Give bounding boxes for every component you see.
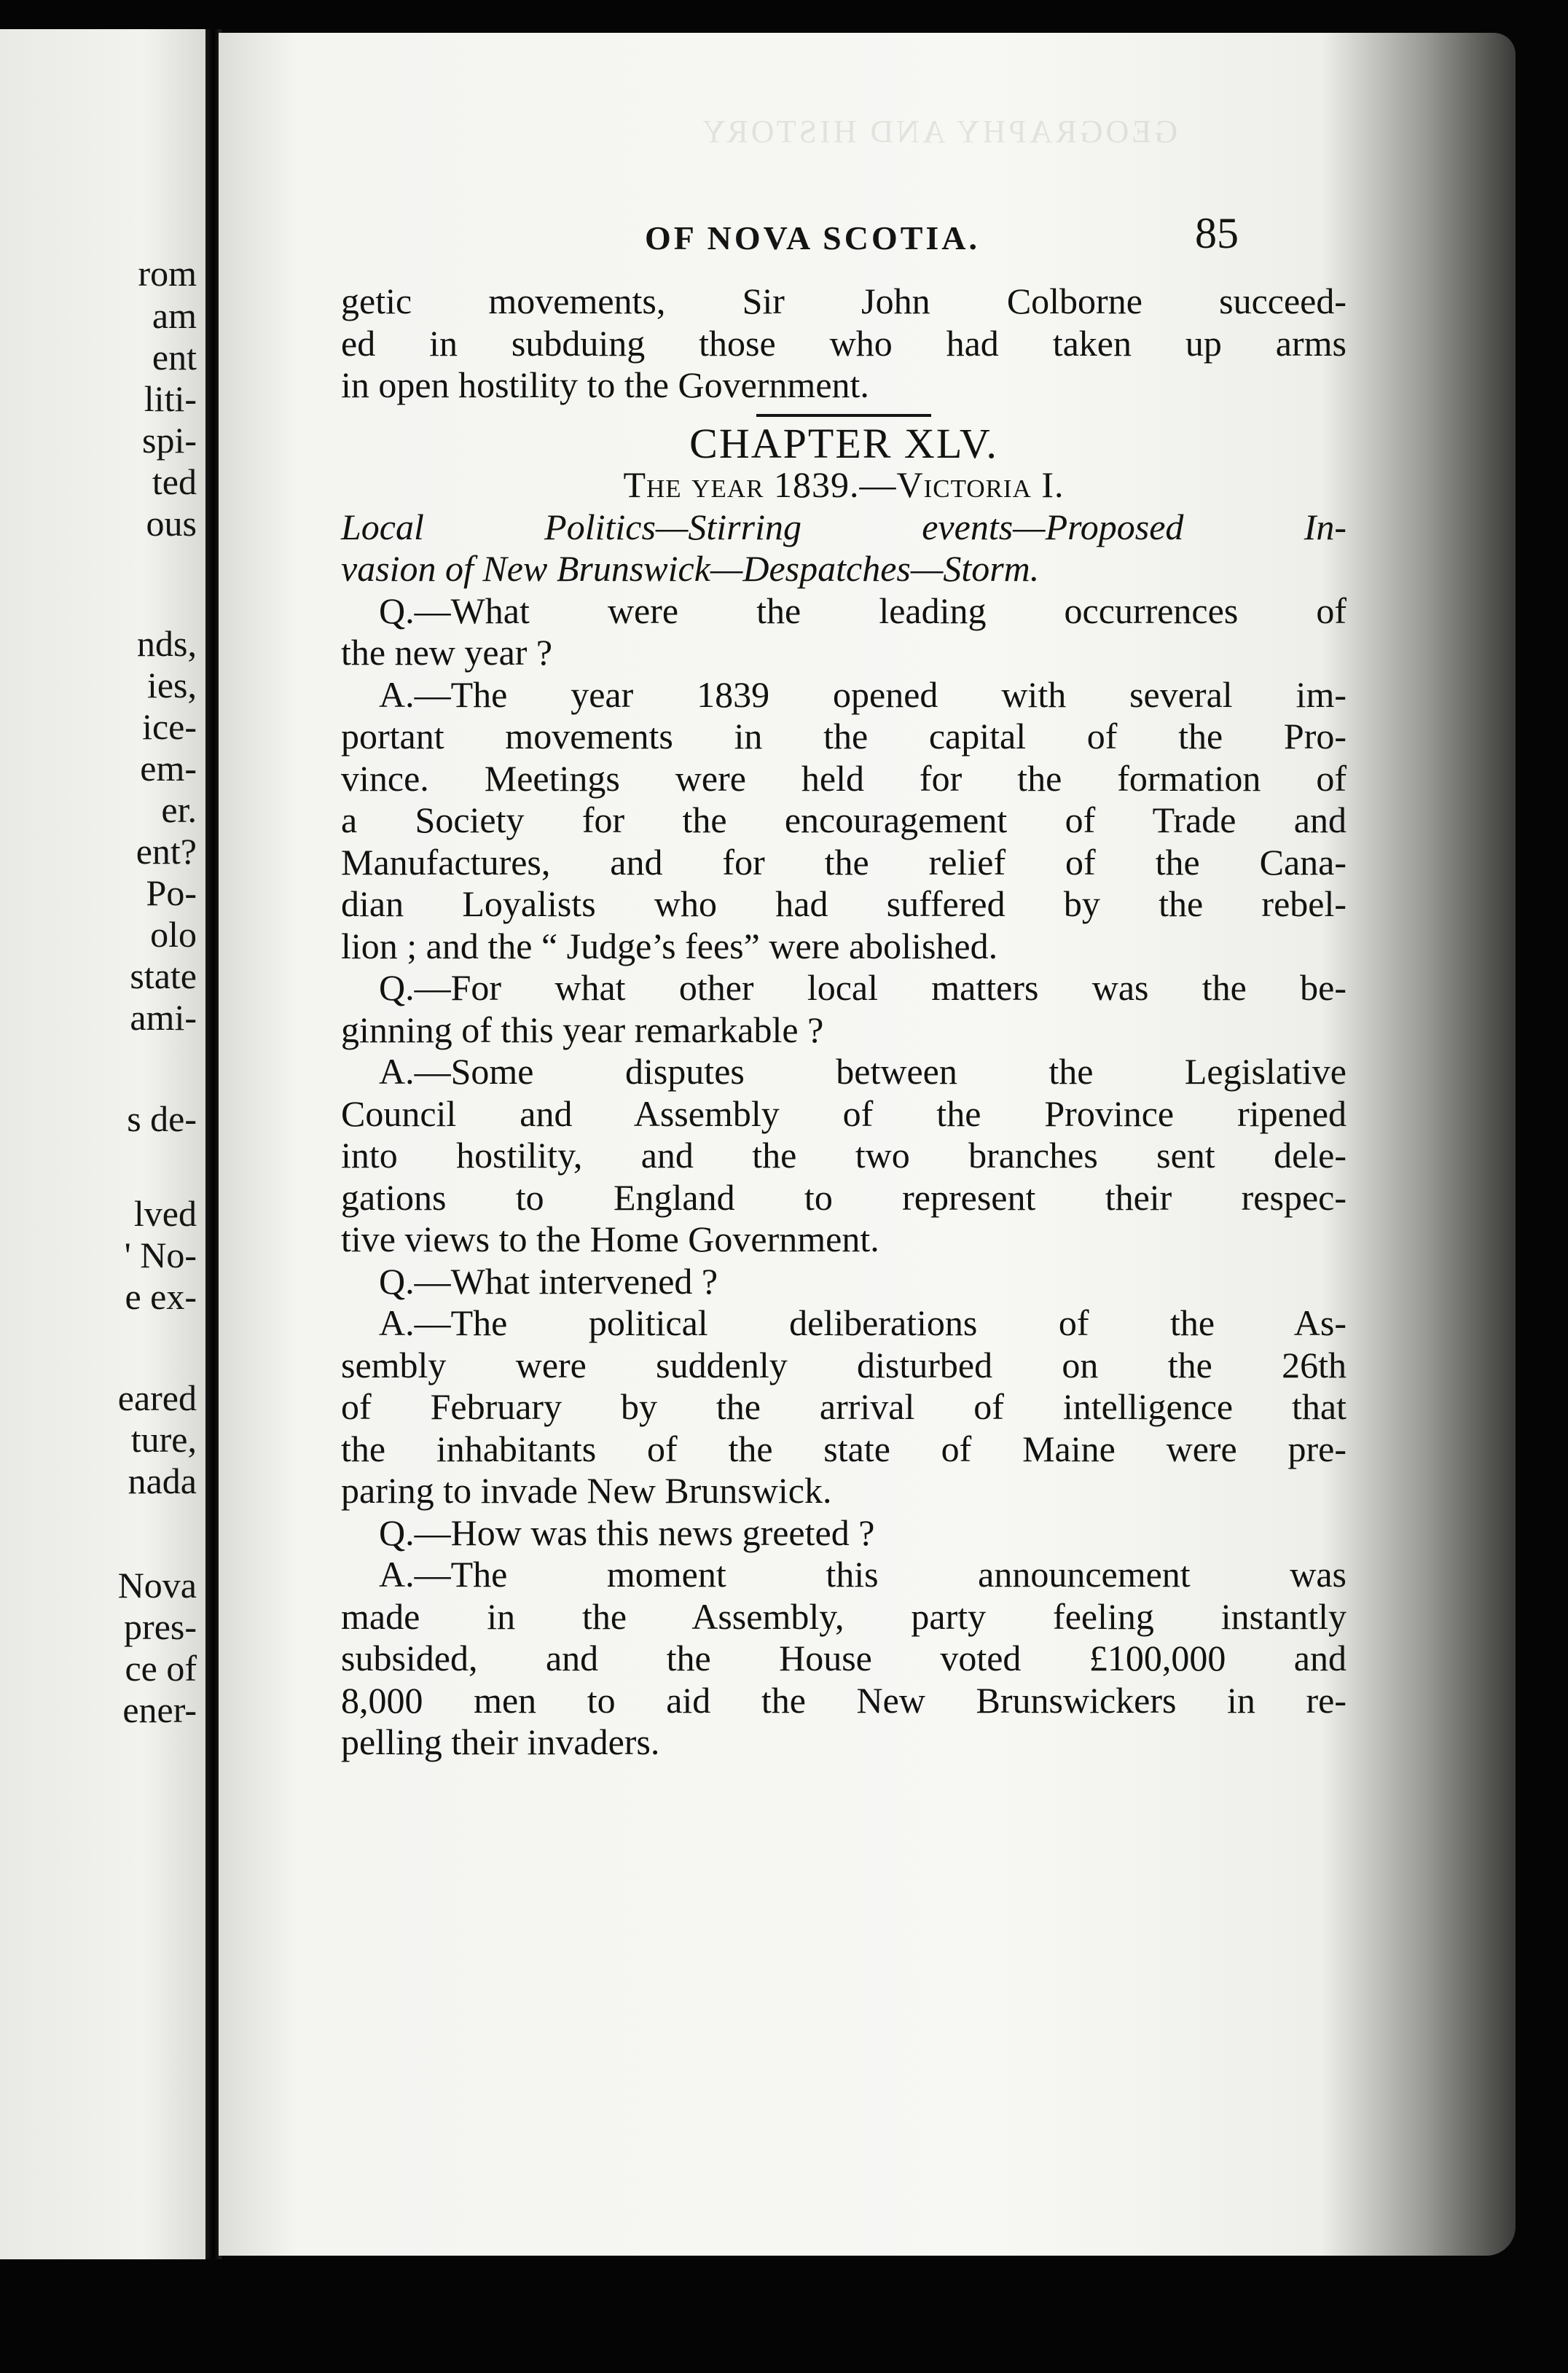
left-page-fragment: rom bbox=[138, 253, 197, 294]
answer-line: portant movements in the capital of the Pro- bbox=[341, 716, 1346, 757]
left-page-fragment: ies, bbox=[146, 665, 197, 705]
question-line: ginning of this year remarkable ? bbox=[341, 1009, 824, 1050]
chapter-subtitle bbox=[341, 507, 1346, 590]
left-page-fragment: er. bbox=[161, 789, 197, 830]
subtitle-line: vasion of New Brunswick—Despatches—Storm. bbox=[341, 548, 1040, 589]
left-page-fragment: spi- bbox=[142, 420, 197, 461]
intro-line: ed in subduing those who had taken up arms bbox=[341, 322, 1346, 364]
answer-line: of February by the arrival of intelligence that bbox=[341, 1386, 1346, 1427]
question-line: Q.—What were the leading occurrences of bbox=[379, 590, 1346, 631]
answer-line: A.—The moment this announcement was bbox=[379, 1554, 1346, 1595]
question-line: Q.—For what other local matters was the be- bbox=[379, 967, 1346, 1008]
left-page-fragment: ice- bbox=[142, 706, 197, 747]
answer-line: A.—Some disputes between the Legislative bbox=[379, 1051, 1346, 1092]
year-line: The year 1839.—Victoria I. bbox=[623, 464, 1065, 505]
chapter-title: CHAPTER XLV. bbox=[689, 419, 998, 467]
answer-line: tive views to the Home Government. bbox=[341, 1219, 879, 1259]
answer-line: made in the Assembly, party feeling instantly bbox=[341, 1595, 1346, 1637]
running-header bbox=[645, 209, 1239, 257]
answer-line: a Society for the encouragement of Trade and bbox=[341, 800, 1346, 840]
left-page-fragment: nds, bbox=[137, 623, 197, 664]
left-page-fragment: ous bbox=[146, 503, 197, 544]
left-page-fragment: e ex- bbox=[125, 1276, 197, 1317]
page-number: 85 bbox=[1195, 209, 1239, 257]
left-page-fragment: Po- bbox=[146, 872, 197, 913]
left-page-fragment: eared bbox=[117, 1377, 197, 1418]
left-page-fragment: nada bbox=[128, 1461, 197, 1501]
right-page bbox=[219, 33, 1516, 2256]
answer-line: gations to England to represent their respec- bbox=[341, 1176, 1346, 1218]
left-page-fragment: s de- bbox=[127, 1098, 197, 1139]
answer-line: the inhabitants of the state of Maine were pre- bbox=[341, 1428, 1346, 1469]
question-paragraph bbox=[341, 590, 1346, 674]
left-page-fragment: ce of bbox=[125, 1648, 197, 1689]
subtitle-line: Local Politics—Stirring events—Proposed In- bbox=[341, 506, 1346, 547]
question-line: Q.—How was this news greeted ? bbox=[379, 1512, 875, 1553]
left-page-fragment: olo bbox=[150, 914, 197, 955]
answer-line: vince. Meetings were held for the formation of bbox=[341, 757, 1346, 799]
left-page-fragment: ' No- bbox=[124, 1235, 197, 1275]
answer-paragraph bbox=[341, 1051, 1346, 1261]
left-page-fragment: ent? bbox=[136, 831, 197, 872]
answer-line: into hostility, and the two branches sent dele- bbox=[341, 1135, 1346, 1176]
left-page-fragment: Nova bbox=[117, 1565, 197, 1606]
left-page-fragment: ture, bbox=[130, 1419, 197, 1460]
question-paragraph bbox=[341, 1261, 1346, 1303]
qa-section bbox=[341, 590, 1346, 1764]
answer-line: dian Loyalists who had suffered by the rebel- bbox=[341, 883, 1346, 924]
answer-line: sembly were suddenly disturbed on the 26th bbox=[341, 1344, 1346, 1385]
question-paragraph bbox=[341, 1512, 1346, 1555]
running-title: OF NOVA SCOTIA. bbox=[645, 219, 981, 257]
left-page-fragment: ener- bbox=[122, 1689, 197, 1730]
intro-line: in open hostility to the Government. bbox=[341, 364, 869, 405]
left-page-fragment: liti- bbox=[144, 378, 197, 419]
answer-line: lion ; and the “ Judge’s fees” were abolished. bbox=[341, 925, 998, 966]
left-page bbox=[0, 29, 205, 2259]
bleed-through-text: GEOGRAPHY AND HISTORY bbox=[699, 114, 1178, 149]
left-page-fragment: am bbox=[152, 295, 197, 336]
page-text bbox=[341, 281, 1346, 1764]
left-page-fragment: em- bbox=[140, 748, 197, 789]
left-page-fragment: ami- bbox=[130, 997, 197, 1038]
answer-line: 8,000 men to aid the New Brunswickers in re- bbox=[341, 1679, 1346, 1721]
left-page-fragment: state bbox=[130, 955, 197, 996]
answer-line: pelling their invaders. bbox=[341, 1721, 660, 1762]
answer-line: A.—The political deliberations of the As- bbox=[379, 1302, 1346, 1343]
section-rule bbox=[756, 414, 931, 417]
question-line: Q.—What intervened ? bbox=[379, 1260, 718, 1302]
answer-paragraph bbox=[341, 1302, 1346, 1512]
intro-paragraph bbox=[341, 281, 1346, 407]
answer-paragraph bbox=[341, 1554, 1346, 1764]
left-page-fragment: ent bbox=[152, 337, 197, 378]
answer-line: Council and Assembly of the Province ripened bbox=[341, 1092, 1346, 1134]
left-page-fragment: ted bbox=[152, 461, 197, 502]
answer-line: subsided, and the House voted £100,000 and bbox=[341, 1638, 1346, 1678]
answer-line: paring to invade New Brunswick. bbox=[341, 1470, 832, 1511]
intro-line: getic movements, Sir John Colborne succeed- bbox=[341, 281, 1346, 321]
answer-line: Manufactures, and for the relief of the Cana- bbox=[341, 841, 1346, 883]
left-page-fragment: lved bbox=[133, 1193, 197, 1234]
answer-paragraph bbox=[341, 674, 1346, 968]
answer-line: A.—The year 1839 opened with several im- bbox=[379, 673, 1346, 715]
left-page-fragment: pres- bbox=[124, 1606, 197, 1647]
question-line: the new year ? bbox=[341, 632, 553, 673]
question-paragraph bbox=[341, 967, 1346, 1051]
